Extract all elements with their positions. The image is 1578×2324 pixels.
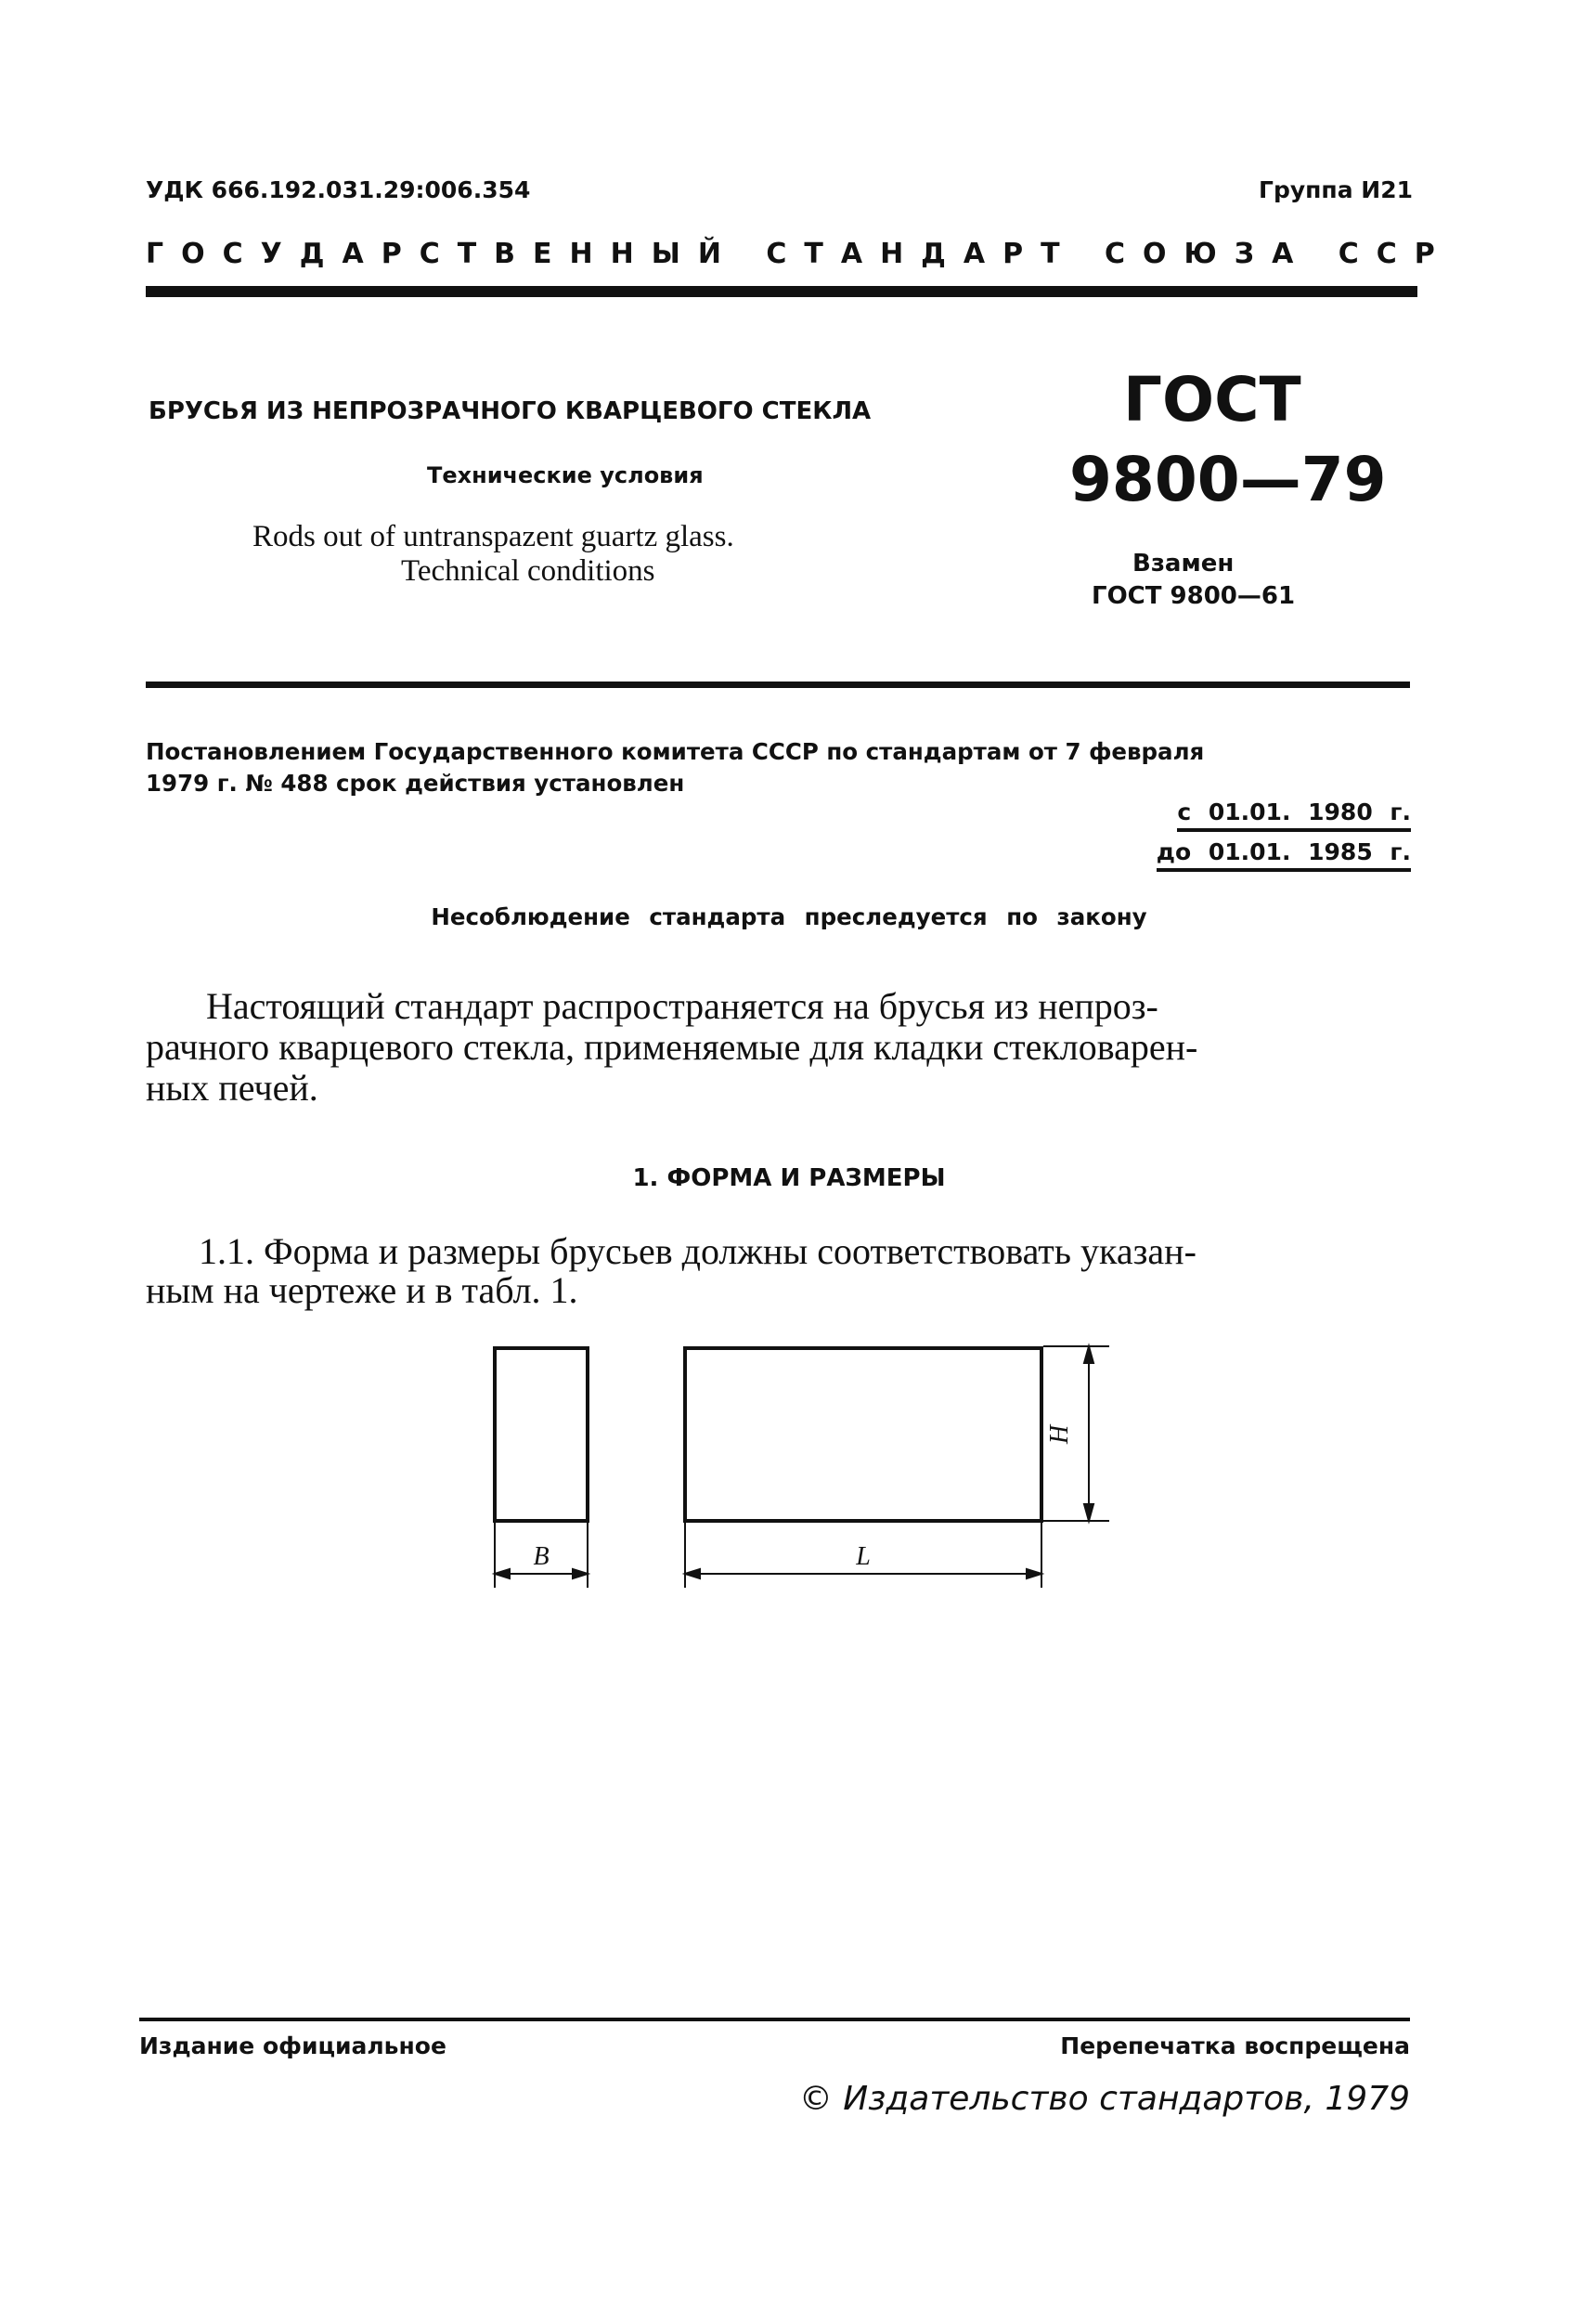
clause-1-1-line2: ным на чертеже и в табл. 1.: [146, 1269, 578, 1311]
gost-label: ГОСТ: [1123, 364, 1301, 435]
group-code: Группа И21: [1259, 176, 1413, 203]
rod-side-view: [685, 1348, 1041, 1521]
replaces-label: Взамен: [1132, 550, 1235, 578]
validity-to: до 01.01. 1985 г.: [1157, 838, 1411, 872]
official-edition: Издание официальное: [139, 2032, 446, 2059]
reprint-prohibited: Перепечатка воспрещена: [1060, 2032, 1410, 2059]
document-title: БРУСЬЯ ИЗ НЕПРОЗРАЧНОГО КВАРЦЕВОГО СТЕКЛА: [149, 397, 872, 425]
clause-1-1-line1: 1.1. Форма и размеры брусьев должны соответствовать указан-: [199, 1230, 1196, 1272]
replaces-value: ГОСТ 9800—61: [1092, 582, 1296, 610]
copyright-line: [799, 2080, 1410, 2118]
gost-number: 9800—79: [1069, 444, 1387, 515]
label-l: L: [856, 1542, 871, 1571]
intro-line2: рачного кварцевого стекла, применяемые для кладки стекловарен-: [146, 1026, 1198, 1068]
decree-line2: 1979 г. № 488 срок действия установлен: [146, 770, 685, 797]
section-heading: 1. ФОРМА И РАЗМЕРЫ: [632, 1164, 946, 1192]
copyright-icon: ©: [798, 2080, 833, 2118]
document-subtitle: Технические условия: [427, 462, 704, 488]
label-h: H: [1045, 1424, 1074, 1445]
footer-rule: [139, 2018, 1410, 2021]
intro-line3: ных печей.: [146, 1067, 318, 1109]
udk-code: УДК 666.192.031.29:006.354: [146, 176, 531, 203]
english-title-line2: Technical conditions: [401, 554, 655, 588]
intro-line1: Настоящий стандарт распространяется на брусья из непроз-: [206, 985, 1158, 1027]
rod-end-view: [495, 1348, 588, 1521]
decree-line1: Постановлением Государственного комитета СССР по стандартам от 7 февраля: [146, 738, 1205, 765]
english-title-line1: Rods out of untranspazent guartz glass.: [252, 520, 734, 553]
validity-from: с 01.01. 1980 г.: [1177, 798, 1411, 832]
legal-notice: Несоблюдение стандарта преследуется по закону: [431, 903, 1147, 930]
publisher: Издательство стандартов, 1979: [843, 2080, 1410, 2118]
state-standard-heading: ГОСУДАРСТВЕННЫЙ СТАНДАРТ СОЮЗА ССР: [146, 238, 1453, 270]
label-b: B: [533, 1542, 550, 1571]
